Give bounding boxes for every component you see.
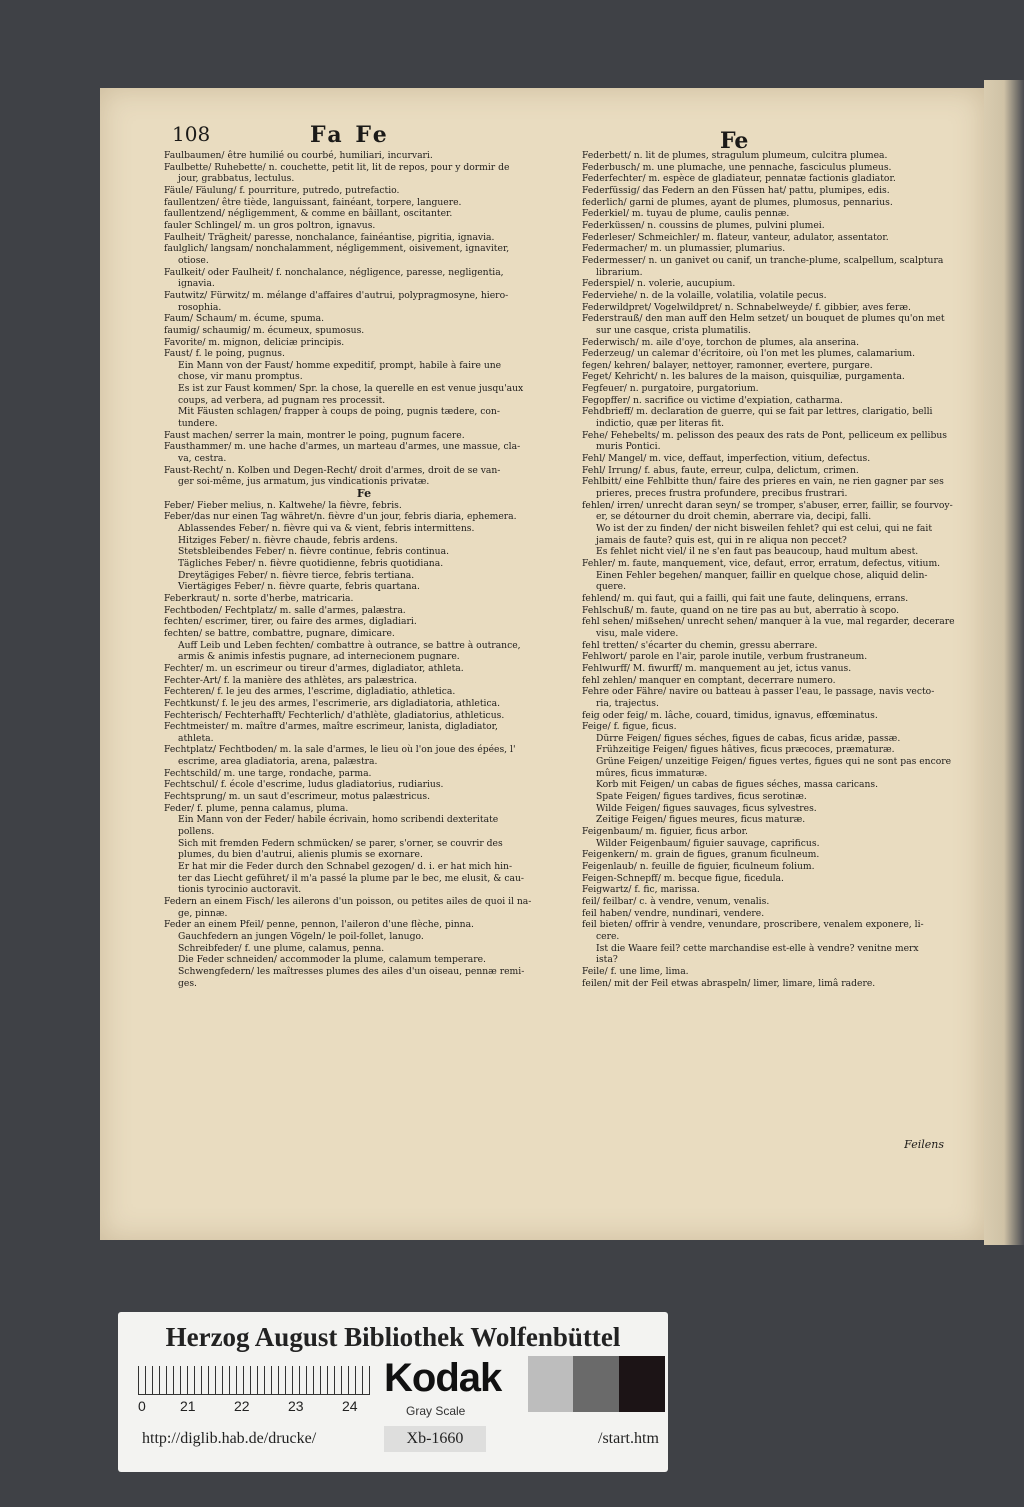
entry-line: ger soi-même, jus armatum, jus vindicationis privatæ.: [178, 476, 430, 488]
entry-line: fauler Schlingel/ m. un gros poltron, ignavus.: [164, 219, 376, 231]
url-base: http://diglib.hab.de/drucke/: [142, 1430, 317, 1447]
ruler-number: 22: [234, 1398, 250, 1414]
entry-line: feilen/ mit der Feil etwas abraspeln/ limer, limare, limâ radere.: [582, 977, 876, 989]
entry-line: Es fehlet nicht viel/ il ne s'en faut pas beaucoup, haud multum abest.: [596, 546, 919, 558]
entry-line: Federwildpret/ Vogelwildpret/ n. Schnabelweyde/ f. gibbier, aves feræ.: [582, 301, 911, 313]
entry-line: prieres, preces frustra profundere, precibus frustrari.: [596, 488, 848, 500]
entry-line: Fechteren/ f. le jeu des armes, l'escrime, digladiatio, athletica.: [164, 686, 456, 698]
entry-line: feil/ feilbar/ c. à vendre, venum, venalis.: [582, 896, 770, 907]
entry-line: tundere.: [178, 418, 218, 430]
entry-line: Fegfeuer/ n. purgatoire, purgatorium.: [582, 383, 759, 395]
entry-line: fechten/ se battre, combattre, pugnare, dimicare.: [164, 627, 395, 639]
entry-line: faullentzen/ être tiède, languissant, fainéant, torpere, languere.: [164, 196, 462, 208]
entry-line: Fehlbitt/ eine Fehlbitte thun/ faire des prieres en vain, ne rien gagner par ses: [582, 476, 944, 488]
entry-line: faumig/ schaumig/ m. écumeux, spumosus.: [164, 324, 365, 336]
catchword: Feilens: [904, 1138, 944, 1151]
entry-line: Ein Mann von der Faust/ homme expeditif, prompt, habile à faire une: [178, 359, 502, 371]
entry-line: Fechtplatz/ Fechtboden/ m. la sale d'armes, le lieu où l'on joue des épées, l': [164, 744, 516, 756]
entry-line: Spate Feigen/ figues tardives, ficus serotinæ.: [596, 791, 807, 803]
entry-line: Fechter-Art/ f. la manière des athlètes, ars palæstrica.: [164, 674, 418, 686]
entry-line: Federbett/ n. lit de plumes, stragulum plumeum, culcitra plumea.: [582, 150, 888, 161]
entry-line: Federn an einem Fisch/ les ailerons d'un poisson, ou petites ailes de quoi il na-: [164, 896, 532, 907]
running-head-left: Fa Fe: [310, 122, 390, 148]
running-head-right: Fe: [720, 128, 749, 154]
entry-line: ignavia.: [178, 278, 215, 290]
ruler-numbers: [138, 1398, 370, 1414]
entry-line: Ein Mann von der Feder/ habile écrivain, homo scribendi dexteritate: [178, 814, 499, 826]
entry-line: Dreytägiges Feber/ n. fièvre tierce, febris tertiana.: [178, 569, 415, 581]
library-title: Herzog August Bibliothek Wolfenbüttel: [165, 1322, 621, 1352]
entry-line: feil haben/ vendre, nundinari, vendere.: [582, 907, 765, 919]
entry-line: Faust-Recht/ n. Kolben und Degen-Recht/ droit d'armes, droit de se van-: [164, 464, 501, 476]
entry-line: Sich mit fremden Federn schmücken/ se parer, s'orner, se couvrir des: [178, 837, 503, 849]
entry-line: Fehlschuß/ m. faute, quand on ne tire pas au but, aberratio à scopo.: [582, 604, 900, 616]
entry-line: federlich/ garni de plumes, ayant de plumes, plumosus, pennarius.: [582, 196, 893, 208]
entry-line: Frühzeitige Feigen/ figues hâtives, ficus præcoces, præmaturæ.: [596, 744, 895, 756]
entry-line: armis & animis infestis pugnare, ad internecionem pugnare.: [178, 651, 460, 663]
entry-line: Fechtschul/ f. école d'escrime, ludus gladiatorius, rudiarius.: [164, 779, 444, 791]
entry-line: Faulbaumen/ être humilié ou courbé, humiliari, incurvari.: [164, 150, 433, 161]
entry-line: chose, vir manu promptus.: [178, 371, 303, 383]
entry-line: otiose.: [178, 254, 209, 266]
entry-line: Feder an einem Pfeil/ penne, pennon, l'aileron d'une flèche, pinna.: [164, 919, 474, 931]
entry-line: fehl tretten/ s'écarter du chemin, gressu aberrare.: [582, 639, 818, 651]
entry-line: ista?: [596, 954, 618, 966]
entry-line: jamais de faute? quis est, qui in re aliqua non peccet?: [596, 534, 847, 546]
entry-line: feil bieten/ offrir à vendre, venundare, proscribere, venalem exponere, li-: [582, 919, 924, 931]
entry-line: Fehlwurff/ M. fiwurff/ m. manquement au jet, ictus vanus.: [582, 662, 852, 674]
page-number: 108: [172, 122, 211, 146]
right-column: [582, 150, 982, 989]
entry-line: Federfüssig/ das Federn an den Füssen hat/ pattu, plumipes, edis.: [582, 184, 890, 196]
entry-line: sur une casque, crista plumatilis.: [596, 324, 751, 336]
entry-line: er, se détourner du droit chemin, aberrare via, decipi, falli.: [596, 511, 872, 523]
ruler-number: 21: [180, 1398, 196, 1414]
entry-line: Schreibfeder/ f. une plume, calamus, penna.: [178, 942, 385, 954]
entry-line: Federbusch/ m. une plumache, une pennache, fasciculus plumeus.: [582, 161, 892, 173]
entry-line: Viertägiges Feber/ n. fièvre quarte, febris quartana.: [178, 581, 420, 593]
entry-line: Hitziges Feber/ n. fièvre chaude, febris ardens.: [178, 534, 398, 546]
entry-line: Feigen-Schnepff/ m. becque figue, ficedula.: [582, 872, 784, 884]
entry-line: fehl zehlen/ manquer en comptant, decerrare numero.: [582, 674, 836, 686]
entry-line: ge, pinnæ.: [178, 907, 228, 919]
entry-line: visu, male videre.: [596, 627, 679, 639]
entry-line: Fehl/ Irrung/ f. abus, faute, erreur, culpa, delictum, crimen.: [582, 464, 859, 476]
left-column: [164, 150, 564, 989]
ruler-number: 24: [342, 1398, 358, 1414]
entry-line: Zeitige Feigen/ figues meures, ficus maturæ.: [596, 814, 806, 826]
entry-line: ges.: [178, 977, 197, 989]
entry-line: fehl sehen/ mißsehen/ unrecht sehen/ manquer à la vue, mal regarder, decerare: [582, 616, 955, 628]
entry-line: faulglich/ langsam/ nonchalamment, négligemment, oisivement, ignaviter,: [164, 243, 510, 255]
entry-line: Korb mit Feigen/ un cabas de figues séches, massa caricans.: [596, 779, 879, 791]
entry-line: Fechterisch/ Fechterhafft/ Fechterlich/ d'athlète, gladiatorius, athleticus.: [164, 709, 505, 721]
entry-line: Faust/ f. le poing, pugnus.: [164, 348, 285, 360]
entry-line: muris Pontici.: [596, 441, 661, 453]
entry-line: Stetsbleibendes Feber/ n. fièvre continue, febris continua.: [178, 546, 449, 558]
entry-line: Feige/ f. figue, ficus.: [582, 721, 677, 733]
entry-line: plumes, du bien d'autrui, alienis plumis se exornare.: [178, 849, 423, 861]
entry-line: fehlen/ irren/ unrecht daran seyn/ se tromper, s'abuser, errer, faillir, se fourvoy-: [582, 499, 953, 511]
entry-line: Fechtmeister/ m. maître d'armes, maître escrimeur, lanista, digladiator,: [164, 721, 498, 733]
entry-line: Gauchfedern an jungen Vögeln/ le poil-follet, lanugo.: [178, 930, 424, 942]
entry-line: Feigwartz/ f. fic, marissa.: [582, 884, 700, 896]
entry-line: fehlend/ m. qui faut, qui a failli, qui fait une faute, delinquens, errans.: [582, 592, 909, 604]
entry-line: Federmacher/ m. un plumassier, plumarius.: [582, 243, 786, 255]
entry-line: Federleser/ Schmeichler/ m. flateur, vanteur, adulator, assentator.: [582, 231, 889, 243]
entry-line: va, cestra.: [178, 453, 227, 465]
entry-line: Fehe/ Fehebelts/ m. pelisson des peaux des rats de Pont, pelliceum ex pellibus: [582, 429, 947, 441]
entry-line: Wilder Feigenbaum/ figuier sauvage, caprificus.: [596, 837, 820, 849]
gray-swatch-dark: [619, 1356, 665, 1412]
entry-line: Federwisch/ m. aile d'oye, torchon de plumes, ala anserina.: [582, 336, 860, 348]
entry-line: pollens.: [178, 826, 215, 838]
entry-line: Er hat mir die Feder durch den Schnabel gezogen/ d. i. er hat mich hin-: [178, 861, 513, 873]
entry-line: Fehlwort/ parole en l'air, parole inutile, verbum frustraneum.: [582, 651, 868, 663]
entry-line: Fechtschild/ m. une targe, rondache, parma.: [164, 767, 372, 779]
entry-line: escrime, area gladiatoria, arena, palæstra.: [178, 756, 378, 768]
entry-line: Fehler/ m. faute, manquement, vice, defaut, error, erratum, defectus, vitium.: [582, 557, 941, 569]
entry-line: Fäule/ Fäulung/ f. pourriture, putredo, putrefactio.: [164, 184, 400, 196]
entry-line: jour, grabbatus, lectulus.: [178, 173, 295, 185]
entry-line: Tägliches Feber/ n. fièvre quotidienne, febris quotidiana.: [178, 557, 444, 569]
url-suffix: /start.htm: [598, 1430, 659, 1447]
entry-line: Fausthammer/ m. une hache d'armes, un marteau d'armes, une massue, cla-: [164, 441, 521, 453]
entry-line: Fechter/ m. un escrimeur ou tireur d'armes, digladiator, athleta.: [164, 662, 464, 674]
entry-line: Feder/ f. plume, penna calamus, pluma.: [164, 802, 349, 814]
target-card: [118, 1312, 668, 1472]
entry-line: Federstrauß/ den man auff den Helm setzet/ un bouquet de plumes qu'on met: [582, 313, 945, 325]
entry-line: feig oder feig/ m. lâche, couard, timidus, ignavus, effœminatus.: [582, 709, 878, 721]
entry-line: Fehl/ Mangel/ m. vice, deffaut, imperfection, vitium, defectus.: [582, 453, 871, 465]
entry-line: librarium.: [596, 266, 643, 278]
entry-line: cere.: [596, 930, 620, 942]
entry-line: quere.: [596, 581, 626, 593]
entry-line: Federkiel/ m. tuyau de plume, caulis pennæ.: [582, 208, 790, 220]
ruler-number: 0: [138, 1398, 146, 1414]
entry-line: Feigenbaum/ m. figuier, ficus arbor.: [582, 826, 748, 838]
entry-line: Federmesser/ n. un ganivet ou canif, un tranche-plume, scalpellum, scalptura: [582, 254, 944, 266]
entry-line: Federspiel/ n. volerie, aucupium.: [582, 278, 736, 290]
entry-line: Faust machen/ serrer la main, montrer le poing, pugnum facere.: [164, 429, 465, 441]
entry-line: Wo ist der zu finden/ der nicht bisweilen fehlet? qui est celui, qui ne fait: [596, 523, 933, 534]
gray-swatch-mid: [573, 1356, 619, 1412]
entry-line: fechten/ escrimer, tirer, ou faire des armes, digladiari.: [164, 616, 417, 628]
entry-line: Feber/ Fieber melius, n. Kaltwehe/ la fièvre, febris.: [164, 499, 402, 511]
ruler-scale: [138, 1366, 370, 1395]
shelfmark-code: Xb-1660: [384, 1426, 486, 1452]
entry-line: Faulkeit/ oder Faulheit/ f. nonchalance, négligence, paresse, negligentia,: [164, 266, 504, 278]
section-letter-heading: Fe: [356, 488, 372, 500]
entry-line: Fechtkunst/ f. le jeu des armes, l'escrimerie, ars digladiatoria, athletica.: [164, 697, 501, 709]
gray-scale-label: Gray Scale: [406, 1404, 466, 1418]
entry-line: tionis tyrocinio auctoravit.: [178, 884, 302, 896]
entry-line: Auff Leib und Leben fechten/ combattre à outrance, se battre à outrance,: [178, 639, 521, 651]
entry-line: Fegopffer/ n. sacrifice ou victime d'expiation, catharma.: [582, 394, 843, 406]
entry-line: Dürre Feigen/ figues séches, figues de cabas, ficus aridæ, passæ.: [596, 732, 901, 744]
entry-line: mûres, ficus immaturæ.: [596, 767, 708, 779]
entry-line: Fehdbrieff/ m. declaration de guerre, qui se fait par lettres, clarigatio, belli: [582, 406, 933, 418]
entry-line: Fechtboden/ Fechtplatz/ m. salle d'armes, palæstra.: [164, 604, 406, 616]
entry-line: Einen Fehler begehen/ manquer, faillir en quelque chose, aliquid delin-: [596, 569, 928, 581]
entry-line: Faum/ Schaum/ m. écume, spuma.: [164, 313, 325, 325]
entry-line: Wilde Feigen/ figues sauvages, ficus sylvestres.: [596, 802, 817, 814]
entry-line: Federviehe/ n. de la volaille, volatilia, volatile pecus.: [582, 289, 827, 301]
entry-line: Feget/ Kehricht/ n. les balures de la maison, quisquiliæ, purgamenta.: [582, 371, 905, 383]
entry-line: Feber/das nur einen Tag währet/n. fièvre d'un jour, febris diaria, ephemera.: [164, 511, 517, 523]
entry-line: Feigenlaub/ n. feuille de figuier, ficulneum folium.: [582, 861, 815, 873]
entry-line: Mit Fäusten schlagen/ frapper à coups de poing, pugnis tædere, con-: [178, 406, 500, 418]
entry-line: Federküssen/ n. coussins de plumes, pulvini plumei.: [582, 219, 825, 231]
entry-line: Federfechter/ m. espèce de gladiateur, pennatæ factionis gladiator.: [582, 173, 896, 185]
entry-line: ter das Liecht geführet/ il m'a passé la plume par le bec, me elusit, & cau-: [178, 872, 524, 884]
entry-line: fegen/ kehren/ balayer, nettoyer, ramonner, evertere, purgare.: [582, 359, 873, 371]
entry-line: Die Feder schneiden/ accommoder la plume, calamum temperare.: [178, 954, 486, 966]
entry-line: Faulbette/ Ruhebette/ n. couchette, petit lit, lit de repos, pour y dormir de: [164, 161, 510, 173]
entry-line: Faulheit/ Trägheit/ paresse, nonchalance, fainéantise, pigritia, ignavia.: [164, 231, 495, 243]
book-page: [100, 88, 984, 1240]
entry-line: coups, ad verbera, ad pugnam res processit.: [178, 394, 386, 406]
entry-line: Favorite/ m. mignon, deliciæ principis.: [164, 336, 345, 348]
entry-line: Fechtsprung/ m. un saut d'escrimeur, motus palæstricus.: [164, 791, 430, 803]
entry-line: Fautwitz/ Fürwitz/ m. mélange d'affaires d'autrui, polypragmosyne, hiero-: [164, 289, 509, 301]
entry-line: rosophia.: [178, 301, 222, 313]
kodak-logo: Kodak: [384, 1356, 502, 1400]
entry-line: Fehre oder Fähre/ navire ou batteau à passer l'eau, le passage, navis vecto-: [582, 686, 935, 698]
entry-line: Feigenkern/ m. grain de figues, granum ficulneum.: [582, 849, 820, 861]
entry-line: ria, trajectus.: [596, 697, 659, 709]
entry-line: Grüne Feigen/ unzeitige Feigen/ figues vertes, figues qui ne sont pas encore: [596, 756, 952, 768]
entry-line: Ablassendes Feber/ n. fièvre qui va & vient, febris intermittens.: [178, 523, 475, 534]
entry-line: Feberkraut/ n. sorte d'herbe, matricaria.: [164, 592, 354, 604]
ruler-number: 23: [288, 1398, 304, 1414]
entry-line: indictio, quæ per literas fit.: [596, 418, 725, 430]
entry-line: Ist die Waare feil? cette marchandise est-elle à vendre? venitne merx: [596, 942, 919, 954]
entry-line: Federzeug/ un calemar d'écritoire, où l'on met les plumes, calamarium.: [582, 348, 916, 360]
entry-line: faullentzend/ négligemment, & comme en bâillant, oscitanter.: [164, 208, 453, 220]
entry-line: Es ist zur Faust kommen/ Spr. la chose, la querelle en est venue jusqu'aux: [178, 383, 524, 395]
entry-line: athleta.: [178, 732, 214, 744]
entry-line: Schwengfedern/ les maîtresses plumes des ailes d'un oiseau, pennæ remi-: [178, 965, 525, 977]
entry-line: Feile/ f. une lime, lima.: [582, 965, 689, 977]
gray-swatch-light: [528, 1356, 573, 1412]
adjacent-page-edge: [984, 80, 1024, 1245]
